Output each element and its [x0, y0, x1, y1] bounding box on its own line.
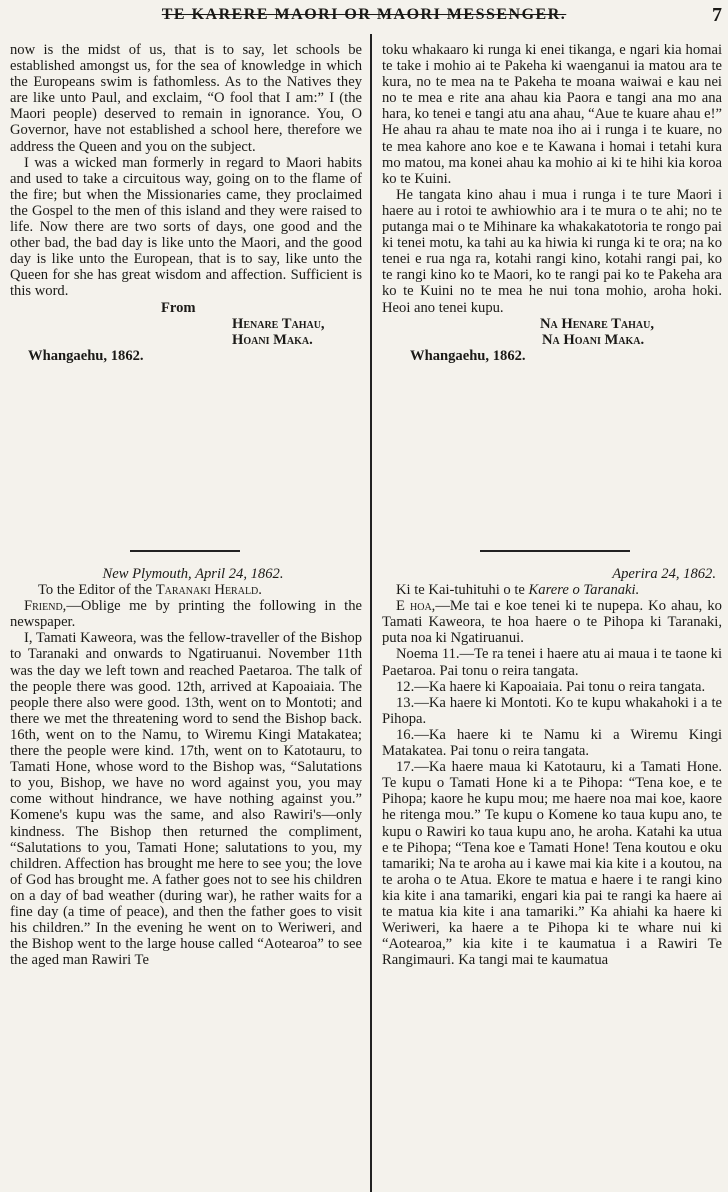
english-dateline: New Plymouth, April 24, 1862.: [102, 566, 284, 582]
signature-place-date: Whangaehu, 1862.: [28, 347, 144, 364]
maori-dateline: Aperira 24, 1862.: [612, 566, 716, 582]
english-paper-name: Taranaki Herald.: [155, 582, 262, 599]
english-salutation: Friend,: [24, 598, 67, 615]
maori-intro: E hoa,—Me tai e koe tenei ki te nupepa. Ko ahau, ko Tamati Kaweora, te hoa haere o te Pihopa ki Taranaki, puta noa ki Ngatiruanui.: [382, 598, 722, 647]
maori-entry-17: 17.—Ka haere maua ki Katotauru, ki a Tamati Hone. Te kupu o Tamati Hone ki a te Pihopa: “Tena koe, e te Pihopa; kaore he kupu mou; me haere noa mai koe, kaore he ritenga mou.” Te kupu o Komene ko taua kupu ano, te kupu o Rawiri ko taua kupu ano, he aroha. Katahi ka utua e te Pihopa; “Tena koe e Tamati Hone! Tena koutou e oku tamariki; Na te aroha au i kawe mai kia kite i a koutou, na te aroha o te Atua. Ekore te matua e haere i te rangi kino kia kite i ana tamariki, engari kia pai te rangi ka haere ai te matua kia kite i ana tamariki.” Ka ahiahi ka haere ki Weriweri, ka haere a te Pihopa ki te whare nui ki “Aotearoa,” kia kite i te kaumatua i a Rawiri Te Rangimauri. Ka tangi mai te kaumatua: [382, 759, 722, 969]
article-english-letter: [10, 42, 362, 550]
column-divider: [370, 34, 372, 1192]
maori-letter-paragraph-1: toku whakaaro ki runga ki enei tikanga, e ngari kia homai te take i mohio ai te Pakeha ki waenganui ia matou ara te kura, no te mea na te Pakeha te moana waiwai e kau nei no te mea e rite ana ahau kia Paora e tangi ana mo ana hara, ko tenei e tangi atu ana ahau, “Aue te kuare ahau e!” He ahau ra ahau te mate noa iho ai i runga i te kuare, no te mea kahore ano koe e te Kawana i homai i tetahi kura mo matou, ma konei ahau ka mohio ai ki te hihi kia koroa ko te Kuini.: [382, 42, 722, 187]
page-header: [0, 0, 728, 36]
maori-paper-name: Karere o Taranaki.: [528, 582, 640, 599]
signatory-name-2: Hoani Maka.: [232, 331, 313, 348]
maori-entry-12: 12.—Ka haere ki Kapoaiaia. Pai tonu o reira tangata.: [396, 678, 706, 695]
maori-entry-13: 13.—Ka haere ki Montoti. Ko te kupu whakahoki i a te Pihopa.: [382, 694, 722, 727]
article-english-journey: [10, 566, 362, 1192]
english-to-editor: To the Editor of the Taranaki Herald.: [38, 582, 262, 599]
maori-to-editor: Ki te Kai-tuhituhi o te Karere o Taranaki.: [396, 582, 640, 599]
maori-entry-16: 16.—Ka haere ki te Namu ki a Wiremu Kingi Matakatea. Pai tonu o reira tangata.: [382, 726, 722, 760]
article-maori-journey: [382, 566, 722, 1192]
english-intro: Friend,—Oblige me by printing the following in the newspaper.: [10, 598, 362, 631]
page-number: 7: [712, 4, 722, 26]
english-journey-body: I, Tamati Kaweora, was the fellow-traveller of the Bishop to Taranaki and onwards to Ngatiruanui. November 11th was the day we left town and reached Paetaroa. The talk of the people there was good. 12th, arrived at Kapoaiaia. The people there also were good. 13th, went on to Montoti; and there we met the threatening word to send the Bishop back. 16th, went on to the Namu, to Wiremu Kingi Matakatea; there the people were kind. 17th, went on to Katotauru, to Tamati Hone, whose word to the Bishop was, “Salutations to you, Bishop, we have no word against you, you may come without hindrance, we have nothing against you.” Komene's kupu was the same, and also Rawiri's—only kindness. The Bishop then returned the compliment, “Salutations to you, Tamati Hone; salutations to you, my children. Affection has brought me here to see you; the love of God has brought me. A father goes not to see his children on a day of bad weather (during war), he rather waits for a fine day (a time of peace), and then the father goes to visit his children.” In the evening he went on to Weriweri, and the Bishop went to the large house called “Aotearoa” to see the aged man Rawiri Te: [10, 630, 362, 969]
section-rule-left: [130, 550, 240, 552]
signatory-name-1: Henare Tahau,: [232, 315, 325, 332]
article-maori-letter: [382, 42, 722, 536]
maori-signature-place-date: Whangaehu, 1862.: [410, 347, 526, 364]
english-letter-paragraph-1: now is the midst of us, that is to say, let schools be established amongst us, for the sea of knowledge in which the Europeans swim is fathomless. As to the Natives they are like unto Paul, and exclaim, “O fool that I am:” I (the Maori people) deserved to remain in ignorance. You, O Governor, have not established a school here, therefore we address the Queen and you on the subject.: [10, 42, 362, 155]
maori-letter-paragraph-2: He tangata kino ahau i mua i runga i te ture Maori i haere au i rotoi te awhiowhio ara i te mura o te ahi; no te putanga mai o te Mihinare ka whakakatotoria te rongo pai ki tenei motu, ka tahi au ka hiwia ki runga ki te ora; na ko tenei e rua nga ra, kotahi rangi kino, kotahi rangi pai, ko te rangi kino ko te Maori, ko te rangi pai ko te Pakeha ara ko te Kuini no te mea he nui tona mohio, aroha hoki. Heoi ano tenei kupu.: [382, 186, 722, 316]
section-rule-right: [480, 550, 630, 552]
maori-signatory-name-2: Na Hoani Maka.: [542, 331, 645, 348]
signature-from: From: [161, 299, 196, 316]
maori-salutation: E hoa,: [396, 598, 436, 615]
maori-signatory-name-1: Na Henare Tahau,: [540, 315, 654, 332]
newspaper-title: TE KARERE MAORI OR MAORI MESSENGER.: [161, 6, 567, 23]
english-letter-paragraph-2: I was a wicked man formerly in regard to Maori habits and used to take a circuitous way, going on to the flame of the fire; but when the Missionaries came, they proclaimed the Gospel to the men of this island and they were raised to life. Now there are two sorts of days, one good and the other bad, the bad day is like unto the Maori, and the good day is like unto the European, that is to say, like unto the Queen for she has great wisdom and affection. Sufficient is this word.: [10, 154, 362, 300]
maori-entry-noema: Noema 11.—Te ra tenei i haere atu ai maua i te taone ki Paetaroa. Pai tonu o reira tangata.: [382, 646, 722, 679]
